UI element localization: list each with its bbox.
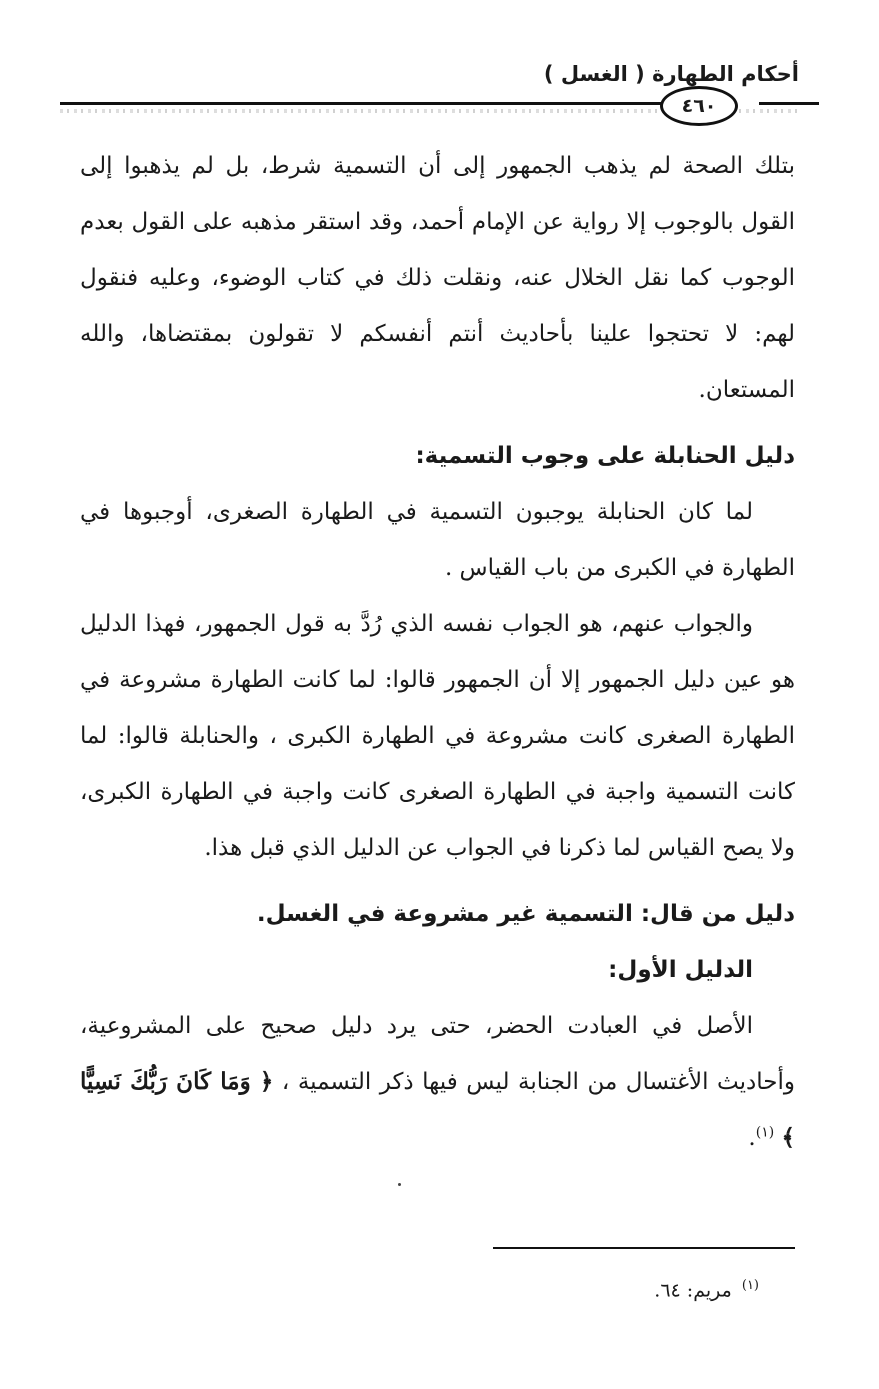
page-header: [60, 56, 799, 126]
section-heading-hanabila: دليل الحنابلة على وجوب التسمية:: [415, 443, 795, 469]
print-speck: [398, 1183, 401, 1186]
header-rule-right: [759, 102, 819, 105]
footnote-1: [654, 1278, 759, 1301]
footnote-text: مريم: ٦٤.: [654, 1279, 732, 1302]
paragraph-4-end: .: [748, 1125, 756, 1151]
paragraph-1: بتلك الصحة لم يذهب الجمهور إلى أن التسمية شرط، بل لم يذهبوا إلى القول بالوجوب إلا رواية عن الإمام أحمد، وقد استقر مذهبه على القول بعدم الوجوب كما نقل الخلال عنه، ونقلت ذلك في كتاب الوضوء، وعليه فنقول لهم: لا تحتجوا علينا بأحاديث أنتم أنفسكم لا تقولون بمقتضاها، والله المستعان.: [80, 153, 795, 403]
quran-verse: ﴿ وَمَا كَانَ رَبُّكَ نَسِيًّا ﴾: [80, 1068, 795, 1151]
footnote-mark: (١): [741, 1278, 759, 1293]
paragraph-4-text: الأصل في العبادت الحضر، حتى يرد دليل صحيح على المشروعية، وأحاديث الأغتسال من الجنابة ليس فيها ذكر التسمية ،: [80, 1013, 795, 1095]
header-rule: [60, 102, 721, 105]
page-body: [80, 138, 795, 1166]
footnote-reference: (١): [755, 1124, 775, 1141]
running-title: أحكام الطهارة ( الغسل ): [543, 62, 799, 86]
paragraph-4: [80, 998, 795, 1166]
paragraph-3: والجواب عنهم، هو الجواب نفسه الذي رُدَّ به قول الجمهور، فهذا الدليل هو عين دليل الجمهور إلا أن الجمهور قالوا: لما كانت الطهارة مشروعة في الطهارة الصغرى كانت مشروعة في الطهارة الكبرى ، والحنابلة قالوا: لما كانت التسمية واجبة في الطهارة الصغرى كانت واجبة في الطهارة الكبرى، ولا يصح القياس لما ذكرنا في الجواب عن الدليل الذي قبل هذا.: [80, 611, 795, 861]
footnote-separator: [493, 1247, 795, 1249]
section-heading-not-legislated: دليل من قال: التسمية غير مشروعة في الغسل.: [256, 901, 795, 927]
subheading-first-evidence: الدليل الأول:: [608, 957, 753, 983]
page-number: ٤٦٠: [660, 86, 738, 126]
paragraph-2: لما كان الحنابلة يوجبون التسمية في الطهارة الصغرى، أوجبوها في الطهارة في الكبرى من باب القياس .: [80, 499, 795, 581]
